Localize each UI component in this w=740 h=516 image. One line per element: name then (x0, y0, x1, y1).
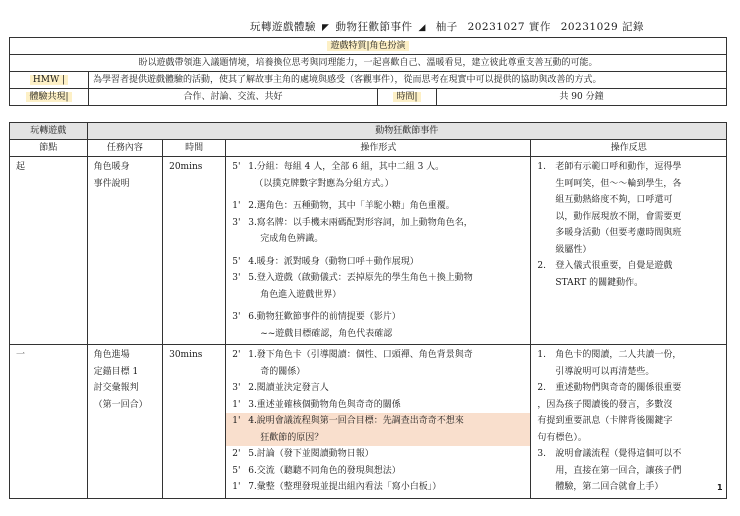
task-line: 事件說明 (93, 178, 130, 189)
step-cont: 角色進入遊戲世界） (260, 289, 342, 300)
hmw-label-cell (10, 72, 89, 89)
task-line: （第一回合） (93, 399, 148, 410)
reflection-num: 2. (537, 383, 547, 393)
col-node: 節點 (10, 140, 88, 157)
operation-cell (226, 157, 531, 345)
reflection-line: START 的關鍵動作。 (555, 277, 644, 288)
event-name: 動物狂歡節事件 (335, 21, 413, 33)
header-right: 動物狂歡節事件 (87, 123, 726, 140)
task-line: 角色暖身 (93, 162, 130, 172)
hmw-text: 為學習者提供遊戲體驗的活動，使其了解故事主角的處境與感受（客觀事件），從而思考在現實中可以提供的協助與改善的方式。 (89, 72, 727, 89)
exp-text: 合作、討論、交流、共好 (89, 89, 378, 106)
reflection-num: 1. (537, 350, 547, 360)
summary-table (9, 37, 727, 106)
step-minutes: 5' (232, 256, 241, 267)
task-cell (87, 157, 163, 345)
step-minutes: 1' (232, 416, 241, 426)
step-text: 1.發下角色卡（引導閱讀：個性、口頭禪、角色背景與奇 (248, 350, 473, 360)
step-text: 3.重述並確核個動物角色與奇奇的關係 (248, 399, 401, 410)
step-item (232, 254, 524, 271)
step-cont: 奇的關係） (260, 366, 306, 377)
col-task: 任務內容 (87, 140, 163, 157)
task-line: 討交彙報判 (93, 383, 139, 393)
reflection-line: 登入儀式很重要，自覺是遊戲 (555, 261, 673, 271)
step-item-highlighted (226, 413, 530, 430)
reflection-line: 老師有示範口呼和動作，逗得學 (555, 162, 682, 172)
step-item (232, 309, 524, 326)
task-line: 角色進場 (93, 350, 130, 360)
node-cell: 起 (10, 157, 88, 345)
reflection-line: 用，直接在第一回合，讓孩子們 (555, 465, 682, 476)
step-minutes: 1' (232, 201, 241, 211)
reflection-item (537, 380, 720, 446)
doc-title: 玩轉遊戲體驗 (250, 21, 317, 33)
game-trait: 遊戲特質|角色扮演 (327, 41, 408, 51)
triangle-left-icon: ◤ (322, 23, 330, 33)
table-row (10, 157, 727, 345)
reflection-line: 說明會議流程（覺得這個可以不 (555, 449, 682, 459)
col-reflection: 操作反思 (531, 140, 727, 157)
reflection-item (537, 159, 720, 258)
step-minutes: 2' (232, 449, 241, 459)
reflection-line: 體驗，第二回合就會上手） (555, 482, 664, 492)
record-date: 20231029 記錄 (560, 21, 644, 33)
table-row (10, 345, 727, 499)
reflection-item (537, 258, 720, 291)
reflection-line: 以，動作展現放不開，會需要更 (555, 211, 682, 222)
task-cell (87, 345, 163, 499)
step-item (232, 215, 524, 232)
practice-date: 20231027 實作 (467, 21, 551, 33)
task-line: 定錨目標 1 (93, 366, 139, 377)
col-time: 時間 (163, 140, 226, 157)
reflection-line: 有提到重要訊息（卡牌背後關鍵字 (537, 416, 673, 426)
reflection-line: 引導說明可以再清楚些。 (555, 366, 655, 377)
time-text: 共 90 分鐘 (437, 89, 727, 106)
step-text: 5.登入遊戲（啟動儀式：丟掉原先的學生角色＋換上動物 (248, 273, 473, 283)
activity-table (9, 122, 727, 499)
reflection-line: ，因為孩子閱讀後的發言，多數沒 (537, 399, 673, 410)
reflection-cell (531, 345, 727, 499)
step-item (232, 397, 524, 414)
step-text: 6.動物狂歡節事件的前情提要（影片） (248, 312, 401, 322)
reflection-item (537, 446, 720, 496)
document-header (0, 19, 740, 34)
step-item (232, 159, 524, 176)
exp-label-cell (10, 89, 89, 106)
reflection-line: 生呵呵笑，但～～輪到學生，各 (555, 178, 682, 189)
step-text: 5.討論（發下並閱讀動物日報） (248, 449, 374, 459)
game-trait-cell (10, 38, 727, 55)
step-minutes: 5' (232, 162, 241, 172)
step-text: 6.交流（聽聽不同角色的發現與想法） (248, 465, 401, 476)
reflection-num: 2. (537, 261, 547, 271)
step-text: 2.閱讀並決定發言人 (248, 383, 329, 393)
reflection-line: 級屬性） (555, 244, 592, 255)
reflection-line: 角色卡的閱讀，二人共讀一份， (555, 350, 682, 360)
step-minutes: 3' (232, 273, 241, 283)
step-minutes: 2' (232, 350, 241, 360)
step-minutes: 5' (232, 465, 241, 476)
intro-text: 盼以遊戲帶領進入議題情境，培養換位思考與同理能力，一起喜歡自己、溫暖看見，建立彼此尊重支善互動的可能。 (10, 55, 727, 72)
col-operation: 操作形式 (226, 140, 531, 157)
step-text: 3.寫名牌：以手機末兩碼配對形容詞，加上動物角色名， (248, 217, 473, 228)
step-item (232, 380, 524, 397)
step-minutes: 3' (232, 217, 241, 228)
header-left: 玩轉遊戲 (10, 123, 88, 140)
reflection-item (537, 347, 720, 380)
step-minutes: 1' (232, 399, 241, 410)
hmw-label: HMW | (30, 75, 68, 85)
triangle-right-icon: ◢ (418, 23, 426, 33)
time-cell: 30mins (163, 345, 226, 499)
exp-label: 體驗共現| (26, 92, 71, 102)
reflection-line: 句有標色）。 (537, 432, 587, 443)
step-cont: （以撲克牌數字對應為分組方式。） (254, 178, 394, 189)
step-item (232, 463, 524, 480)
step-item (232, 479, 524, 496)
step-text: 7.彙整（整理發現並提出組內看法「寫小白板」） (248, 482, 442, 492)
reflection-num: 1. (537, 162, 547, 172)
step-cont: ~~遊戲目標確認，角色代表確認 (260, 328, 393, 339)
step-text: 4.說明會議流程與第一回合目標：先調查出奇奇不想來 (248, 416, 464, 426)
step-item (232, 446, 524, 463)
time-label-cell (378, 89, 437, 106)
step-cont: 狂歡節的原因？ (226, 430, 530, 447)
step-text: 4.暖身：派對暖身（動物口呼＋動作展現） (248, 256, 419, 267)
page-number: 1 (717, 483, 723, 492)
author: 柚子 (435, 21, 458, 33)
operation-cell (226, 345, 531, 499)
step-item (232, 347, 524, 364)
step-cont: 完成角色辨識。 (260, 234, 324, 244)
step-item (232, 198, 524, 215)
node-cell: 一 (10, 345, 88, 499)
reflection-line: 重述動物們與奇奇的關係很重要 (555, 383, 682, 393)
step-text: 2.選角色：五種動物，其中「羊駝小糖」角色重覆。 (248, 201, 455, 211)
reflection-line: 組互動熱絡度不夠，口呼還可 (555, 195, 673, 205)
reflection-cell (531, 157, 727, 345)
step-minutes: 3' (232, 312, 241, 322)
time-cell: 20mins (163, 157, 226, 345)
step-text: 1.分組：每組 4 人，全部 6 組，其中二組 3 人。 (248, 162, 445, 172)
reflection-num: 3. (537, 449, 547, 459)
step-minutes: 3' (232, 383, 241, 393)
step-minutes: 1' (232, 482, 241, 492)
step-item (232, 270, 524, 287)
reflection-line: 多暖身活動（但要考慮時間與班 (555, 228, 682, 238)
time-label: 時間| (393, 92, 420, 102)
